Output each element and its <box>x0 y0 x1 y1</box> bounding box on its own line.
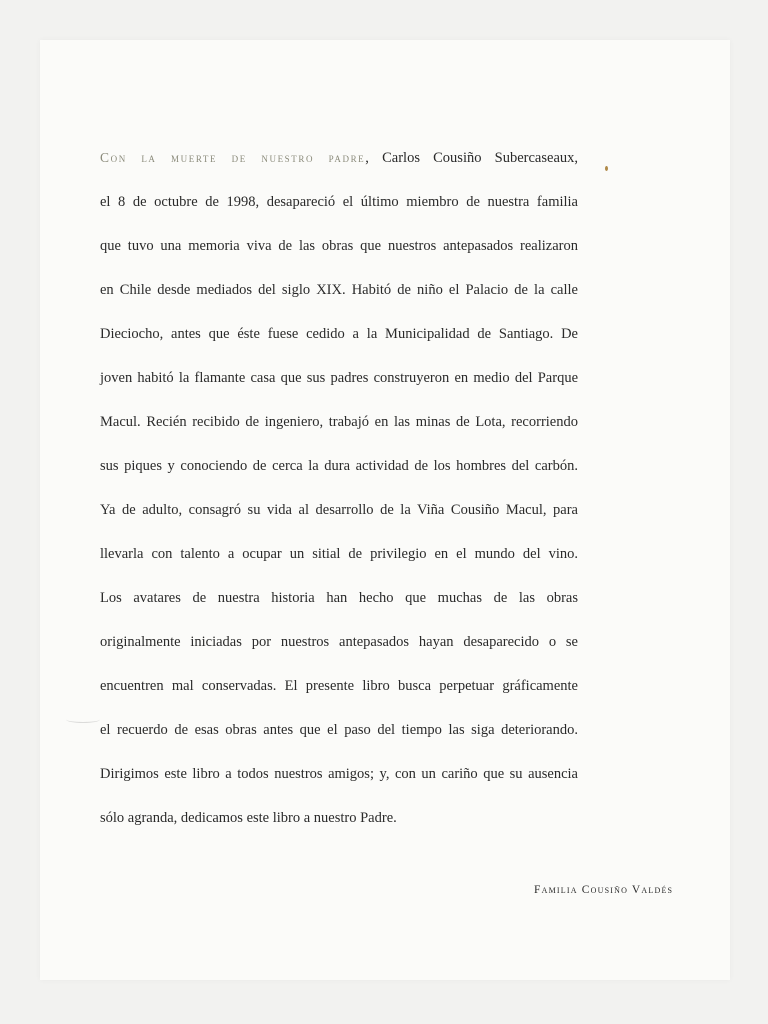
text-line: Macul. Recién recibido de ingeniero, trabajó en las minas de Lota, recorriendo <box>100 414 578 430</box>
text-line: llevarla con talento a ocupar un sitial de privilegio en el mundo del vino. <box>100 546 578 562</box>
text-line: joven habitó la flamante casa que sus padres construyeron en medio del Parque <box>100 370 578 386</box>
ink-speck <box>605 166 608 171</box>
text-line: Con la muerte de nuestro padre, Carlos Cousiño Subercaseaux, <box>100 150 579 166</box>
text-line: el recuerdo de esas obras antes que el paso del tiempo las siga deteriorando. <box>100 722 578 738</box>
paper-crease <box>66 716 100 723</box>
signature: Familia Cousiño Valdés <box>534 884 674 896</box>
text-line: Los avatares de nuestra historia han hecho que muchas de las obras <box>100 590 578 606</box>
text-line: originalmente iniciadas por nuestros antepasados hayan desaparecido o se <box>100 634 578 650</box>
text-line: en Chile desde mediados del siglo XIX. Habitó de niño el Palacio de la calle <box>100 282 578 298</box>
text-line: Dirigimos este libro a todos nuestros amigos; y, con un cariño que su ausencia <box>100 766 578 782</box>
text-line: Dieciocho, antes que éste fuese cedido a la Municipalidad de Santiago. De <box>100 326 578 342</box>
text-line: sólo agranda, dedicamos este libro a nuestro Padre. <box>100 810 397 826</box>
text-line: que tuvo una memoria viva de las obras que nuestros antepasados realizaron <box>100 238 578 254</box>
body-text <box>100 144 578 848</box>
text-line: Ya de adulto, consagró su vida al desarrollo de la Viña Cousiño Macul, para <box>100 502 578 518</box>
text-line: sus piques y conociendo de cerca la dura actividad de los hombres del carbón. <box>100 458 578 474</box>
lead-small-caps: Con la muerte de nuestro padre <box>100 150 366 165</box>
text-line: encuentren mal conservadas. El presente libro busca perpetuar gráficamente <box>100 678 578 694</box>
text-line: el 8 de octubre de 1998, desapareció el último miembro de nuestra familia <box>100 194 578 210</box>
